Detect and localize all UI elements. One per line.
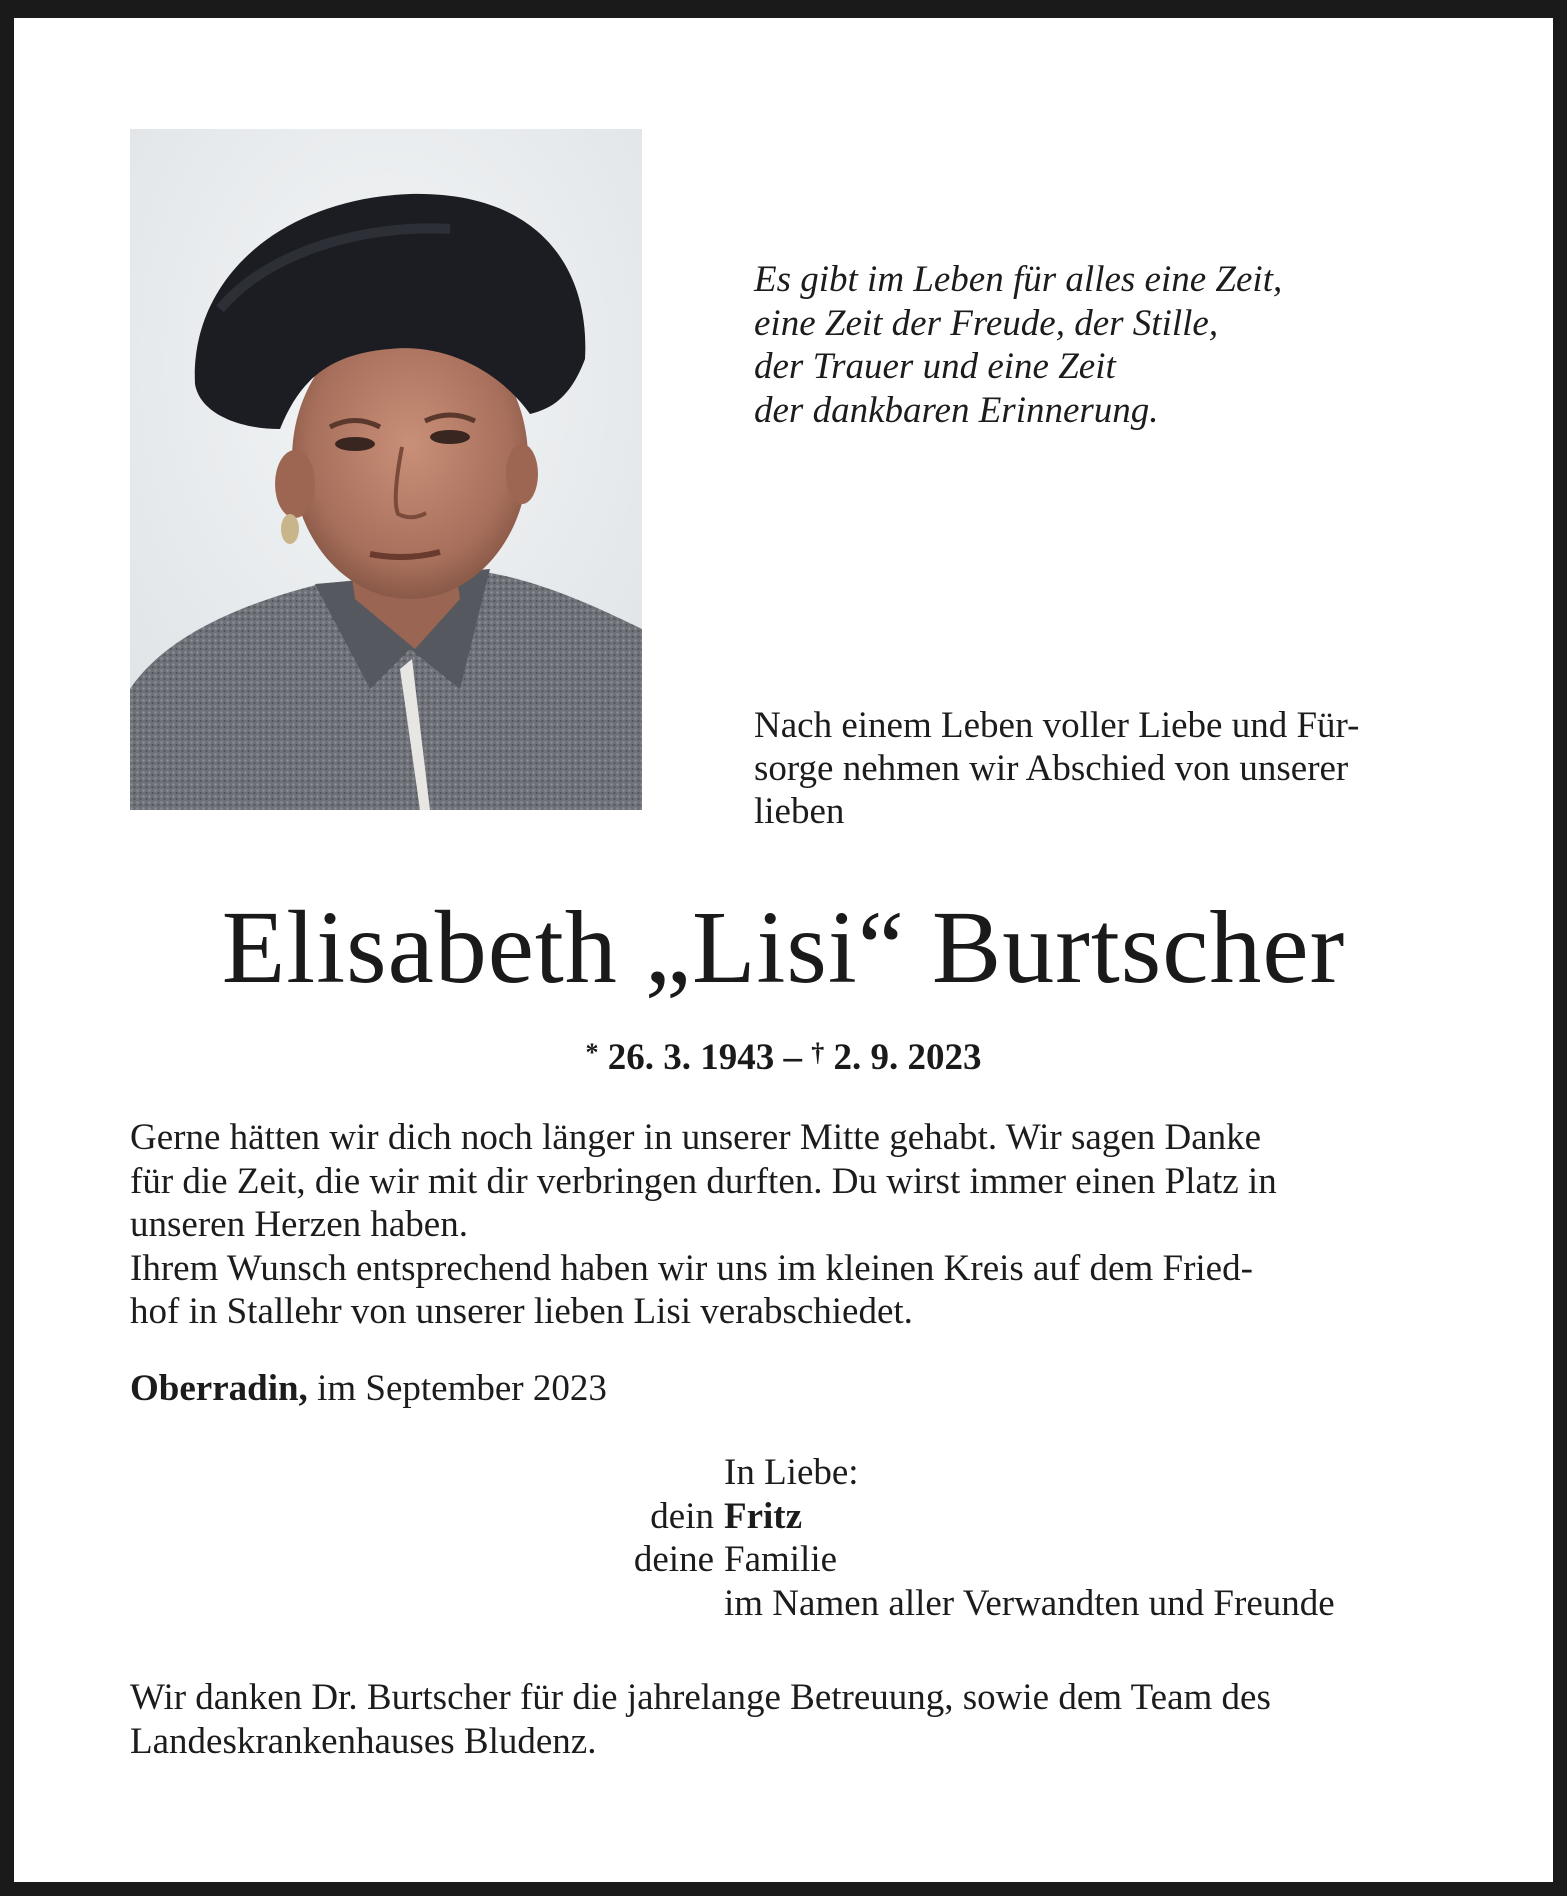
signer-prefix [130, 1582, 724, 1626]
message-line: Gerne hätten wir dich noch länger in unserer Mitte gehabt. Wir sagen Danke [130, 1117, 1262, 1158]
birth-date: 26. 3. 1943 [607, 1037, 775, 1078]
message-block [130, 1116, 1460, 1334]
portrait-photo [130, 129, 642, 810]
date-separator: – [774, 1037, 812, 1078]
signer-name: Fritz [724, 1495, 803, 1537]
quote-block [754, 258, 1454, 432]
quote-line: eine Zeit der Freude, der Stille, [754, 302, 1219, 344]
quote-line: der Trauer und eine Zeit [754, 346, 1116, 387]
quote-line: Es gibt im Leben für alles eine Zeit, [754, 259, 1283, 300]
signer-name: Familie [724, 1539, 838, 1580]
signer-prefix: dein [650, 1495, 714, 1537]
death-symbol: † [811, 1038, 825, 1067]
deceased-name: Elisabeth „Lisi“ Burtscher [221, 890, 1346, 1005]
signers-block [130, 1451, 1460, 1625]
life-dates [14, 1031, 1553, 1080]
message-line: für die Zeit, die wir mit dir verbringen durften. Du wirst immer einen Platz in [130, 1160, 1277, 1202]
message-line: unseren Herzen haben. [130, 1204, 468, 1245]
signers-heading: In Liebe: [724, 1452, 859, 1493]
place-town: Oberradin, [130, 1368, 308, 1409]
thanks-line: Landeskrankenhauses Bludenz. [130, 1720, 597, 1762]
message-line: Ihrem Wunsch entsprechend haben wir uns im kleinen Kreis auf dem Fried- [130, 1247, 1253, 1289]
intro-block [754, 704, 1454, 833]
signer-prefix: deine [633, 1539, 714, 1580]
place-date [130, 1367, 607, 1411]
portrait-image [130, 129, 642, 810]
signer-row [130, 1538, 1460, 1582]
message-line: hof in Stallehr von unserer lieben Lisi verabschiedet. [130, 1291, 913, 1332]
thanks-block [130, 1676, 1460, 1763]
intro-line: lieben [754, 791, 845, 832]
signer-row [130, 1495, 1460, 1539]
birth-symbol: * [585, 1038, 599, 1067]
signer-name: im Namen aller Verwandten und Freunde [724, 1582, 1335, 1624]
signers-heading-row [130, 1451, 1460, 1495]
intro-line: sorge nehmen wir Abschied von unserer [754, 748, 1349, 789]
signer-row [130, 1582, 1460, 1626]
place-date-text: im September 2023 [307, 1368, 607, 1409]
death-date: 2. 9. 2023 [833, 1037, 982, 1078]
quote-line: der dankbaren Erinnerung. [754, 389, 1159, 431]
thanks-line: Wir danken Dr. Burtscher für die jahrelange Betreuung, sowie dem Team des [130, 1677, 1271, 1718]
intro-line: Nach einem Leben voller Liebe und Für- [754, 705, 1360, 746]
